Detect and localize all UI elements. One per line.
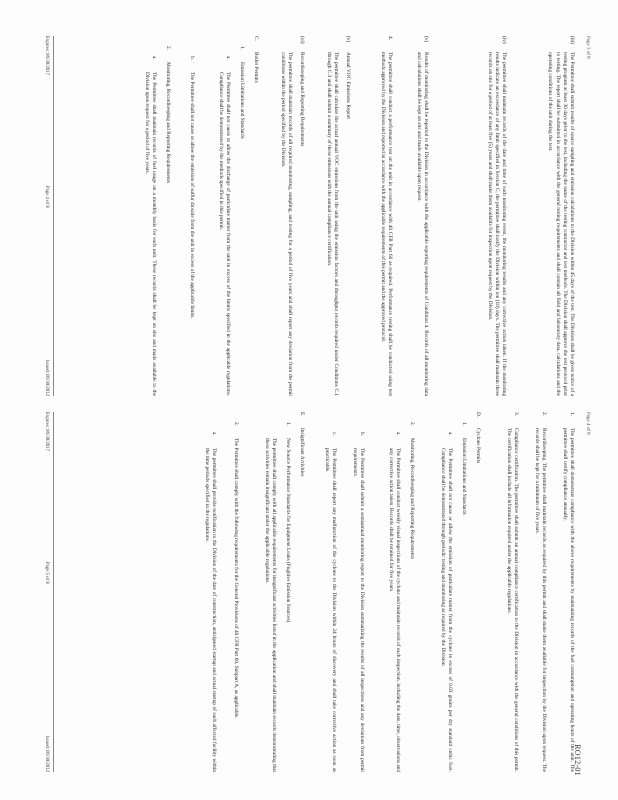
section-heading: (vi) Recordkeeping and Reporting Requirements [299, 36, 305, 147]
section-heading: (v) Annual VOC Emissions Report [345, 36, 351, 119]
paragraph: (iii) The Permittee shall submit results of source sampling and emission calculations to the Division within 45 days of the test. The Division shall be given notice of a testing program at least 30 days prior to the test, including the name of the testing contractor and test methods. The Division shall approve the test protocol prior to testing. The report shall be submitted in accordance with the general testing requirements and shall contain all field and laboratory data, calculations and the operating conditions of the unit during the test. [547, 36, 575, 396]
paragraph: b. The Permittee shall not cause or allow the emission of sulfur dioxide from the unit in excess of the applicable limits. [189, 56, 195, 319]
paragraph: a. The Permittee shall not cause or allow the discharge of particulate matter from the unit in excess of the limits specified in the applicable regulations. Compliance shall be demonstrated by the methods specified in this permit. [217, 56, 231, 396]
paragraph: 3. Compliance certification. The permittee shall submit an annual compliance certification to the Division in accordance with the general conditions of this permit. The certification shall include all information required under the applicable regulations. [505, 412, 519, 772]
paragraph: a. The permittee shall provide notification to the Division of the date of construction, anticipated startup and actual startup of each affected facility within the time periods specified in the regulations. [203, 432, 217, 772]
section-heading: 2. Monitoring, Recordkeeping and Reporting Requirements [165, 46, 171, 184]
section-heading: 1. Emission Limitations and Standards [461, 422, 467, 515]
right-page-footer: Expires: 06/30/2017 Page 5 of 8 Issued: 06/30/2012 [39, 412, 54, 772]
paragraph: c. The Permittee shall report any malfunction of the cyclone to the Division within 24 hours of discovery and shall take corrective action as soon as practicable. [323, 432, 337, 772]
section-heading: 2. Monitoring, Recordkeeping and Reporting Requirements [409, 422, 415, 560]
section-heading: D. Cyclone Permits [475, 412, 481, 464]
paragraph: The permittee shall calculate the actual annual VOC emissions from the unit using the emission factors and throughput records required under Conditions C.1 through C.3 and shall submit a summary of these emissions with the annual compliance certification. [325, 52, 339, 396]
paragraph: (iv) The permittee shall maintain records of the date and time of each monitoring event, the monitoring results and any corrective action taken. If the monitoring results indicate an exceedance of any limit specified in Section C, the permittee shall notify the Division within ten (10) days. The permittee shall maintain these records on site for a period of at least five (5) years and shall make them available for inspection upon request by the Division. [486, 36, 507, 396]
paragraph: The permittee shall comply with all applicable requirements for insignificant activities listed in the application and shall maintain records demonstrating that these activities remain insignificant under the applicable regulations. [263, 438, 277, 772]
section-heading: C. Boiler Permits [253, 36, 259, 83]
paragraph: a. The Permittee shall not cause or allow the emission of particulate matter from the cyclone in excess of 0.03 grains per dry standard cubic foot. Compliance shall be demonstrated through periodic testing and monitoring as required by the Division. [439, 432, 453, 772]
paragraph: (v) Results of monitoring shall be reported to the Division in accordance with the applicable reporting requirements of Condition 4. Records of all monitoring data and calculations shall be kept on site and made available upon request. [415, 36, 429, 396]
left-page-footer: Expires: 06/30/2017 Page 4 of 8 Issued: 06/30/2012 [39, 36, 54, 396]
right-margin-tag: Page 4 of 8 [585, 412, 590, 435]
section-heading: 1. New Source Performance Standards for Equipment Leaks (Fugitive Emission Sources) [285, 422, 291, 623]
paragraph: 1. The permittee shall demonstrate compliance with the above requirements by maintaining records of the fuel consumption and operating hours of the unit. The permittee shall certify compliance annually. [561, 412, 575, 772]
paragraph: a. The Permittee shall maintain records of fuel usage on a monthly basis for each unit. These records shall be kept on site and made available to the Division upon request for a period of five years. [143, 56, 157, 396]
right-page [29, 412, 589, 772]
document-id: RO12-01 [573, 744, 582, 776]
paragraph: b. The Permittee shall submit a semiannual monitoring report to the Division summarizing the results of all inspections and any deviations from permit requirements. [351, 432, 365, 772]
rotated-document [29, 20, 589, 780]
section-heading: E. Insignificant Activities [299, 412, 305, 477]
section-heading: 1. Emission Limitations and Standards [239, 46, 245, 139]
paragraph: 2. The Permittee shall comply with the following requirements for the General Provisions of 40 CFR Part 60, Subpart A, as applicable. [233, 422, 239, 719]
paragraph: 4. The permittee shall conduct a performance test on the unit in accordance with 40 CFR Part 60 as required. Performance testing shall be conducted using test methods approved by the Division and reported in accordance with the applicable requirements of this permit and the approved protocol. [379, 36, 393, 396]
left-margin-tag: Page 3 of 8 [585, 36, 590, 59]
paragraph: 2. Recordkeeping. The permittee shall maintain records as required by this permit and shall make them available for inspection by the Division upon request. The records shall be kept for a minimum of five years. [533, 412, 547, 772]
paragraph: The permittee shall maintain records of all required monitoring, sampling, and testing for a period of five years and shall report any deviation from the permit conditions within the period specified by the Division. [279, 52, 293, 396]
paragraph: a. The Permittee shall conduct weekly visual inspections of the cyclone and maintain records of each inspection, including the date, time, observations and any corrective action taken. Records shall be retained for five years. [387, 432, 401, 772]
left-page [29, 36, 589, 396]
